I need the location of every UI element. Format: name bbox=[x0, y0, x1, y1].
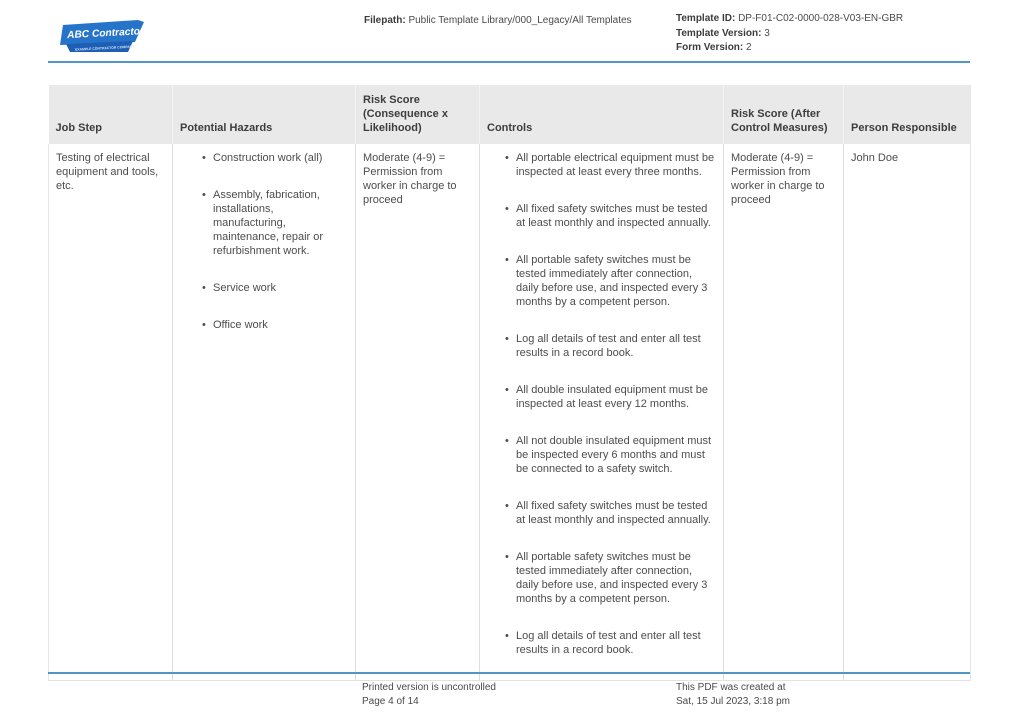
form-version-label: Form Version: bbox=[676, 42, 744, 53]
bullet-item: • Office work bbox=[213, 318, 347, 332]
person-responsible-text: John Doe bbox=[851, 152, 899, 164]
controls-list bbox=[487, 151, 715, 657]
bullet-item: • All double insulated equipment must be inspected at least every 12 months. bbox=[516, 383, 715, 411]
header-divider-rule bbox=[48, 61, 970, 63]
bullet-item: • Log all details of test and enter all test results in a record book. bbox=[516, 629, 715, 657]
pdf-created-timestamp: Sat, 15 Jul 2023, 3:18 pm bbox=[676, 696, 790, 707]
col-header-risk-score: Risk Score (Consequence x Likelihood) bbox=[356, 85, 480, 144]
footer-left bbox=[362, 681, 496, 709]
cell-potential-hazards bbox=[173, 144, 356, 681]
template-version-label: Template Version: bbox=[676, 27, 762, 39]
template-meta bbox=[676, 12, 996, 56]
bullet-item: • All portable safety switches must be tested immediately after connection, daily before use, and inspected every 3 months by a competent person. bbox=[516, 550, 715, 606]
filepath bbox=[364, 14, 664, 28]
document-header bbox=[0, 0, 1024, 62]
footer-divider-rule bbox=[48, 672, 970, 674]
template-id-label: Template ID: bbox=[676, 13, 736, 24]
form-version bbox=[676, 41, 996, 56]
filepath-label: Filepath: bbox=[364, 15, 406, 26]
cell-risk-score bbox=[356, 144, 480, 681]
table-row bbox=[49, 144, 971, 681]
col-header-person-responsible: Person Responsible bbox=[844, 85, 971, 144]
filepath-value: Public Template Library/000_Legacy/All Templates bbox=[408, 15, 632, 26]
template-version-value: 3 bbox=[764, 27, 770, 39]
form-version-value: 2 bbox=[746, 42, 752, 53]
bullet-item: • All portable safety switches must be tested immediately after connection, daily before use, and inspected every 3 months by a competent person. bbox=[516, 253, 715, 309]
template-id bbox=[676, 12, 996, 27]
col-header-controls: Controls bbox=[480, 85, 724, 144]
job-step-text: Testing of electrical equipment and tools, etc. bbox=[56, 152, 159, 192]
logo-tagline: EXAMPLE CONTRACTOR COMPANY bbox=[75, 44, 135, 52]
col-header-potential-hazards: Potential Hazards bbox=[173, 85, 356, 144]
footer-right bbox=[676, 681, 790, 709]
bullet-item: • Service work bbox=[213, 281, 347, 295]
col-header-job-step: Job Step bbox=[49, 85, 173, 144]
abc-contractors-logo-graphic bbox=[54, 19, 146, 57]
bullet-item: • Assembly, fabrication, installations, manufacturing, maintenance, repair or refurbishment work. bbox=[213, 188, 347, 258]
cell-risk-score-after bbox=[724, 144, 844, 681]
logo-title: ABC Contractors bbox=[66, 25, 146, 42]
bullet-item: • Construction work (all) bbox=[213, 151, 347, 165]
cell-controls bbox=[480, 144, 724, 681]
template-version bbox=[676, 27, 996, 42]
table-header-row bbox=[49, 85, 971, 144]
bullet-item: • Log all details of test and enter all test results in a record book. bbox=[516, 332, 715, 360]
template-id-value: DP-F01-C02-0000-028-V03-EN-GBR bbox=[738, 13, 904, 24]
bullet-item: • All fixed safety switches must be tested at least monthly and inspected annually. bbox=[516, 202, 715, 230]
bullet-item: • All fixed safety switches must be tested at least monthly and inspected annually. bbox=[516, 499, 715, 527]
company-logo bbox=[54, 19, 146, 57]
risk-score-text: Moderate (4-9) = Permission from worker in charge to proceed bbox=[363, 152, 457, 206]
cell-person-responsible bbox=[844, 144, 971, 681]
pdf-created-label: This PDF was created at bbox=[676, 682, 786, 693]
cell-job-step bbox=[49, 144, 173, 681]
bullet-item: • All portable electrical equipment must be inspected at least every three months. bbox=[516, 151, 715, 179]
col-header-risk-score-after: Risk Score (After Control Measures) bbox=[724, 85, 844, 144]
risk-assessment-table bbox=[48, 85, 971, 681]
bullet-item: • All not double insulated equipment must be inspected every 6 months and must be connected to a safety switch. bbox=[516, 434, 715, 476]
uncontrolled-notice: Printed version is uncontrolled bbox=[362, 682, 496, 693]
page-number: Page 4 of 14 bbox=[362, 696, 419, 707]
risk-score-after-text: Moderate (4-9) = Permission from worker in charge to proceed bbox=[731, 152, 825, 206]
potential-hazards-list bbox=[180, 151, 347, 332]
